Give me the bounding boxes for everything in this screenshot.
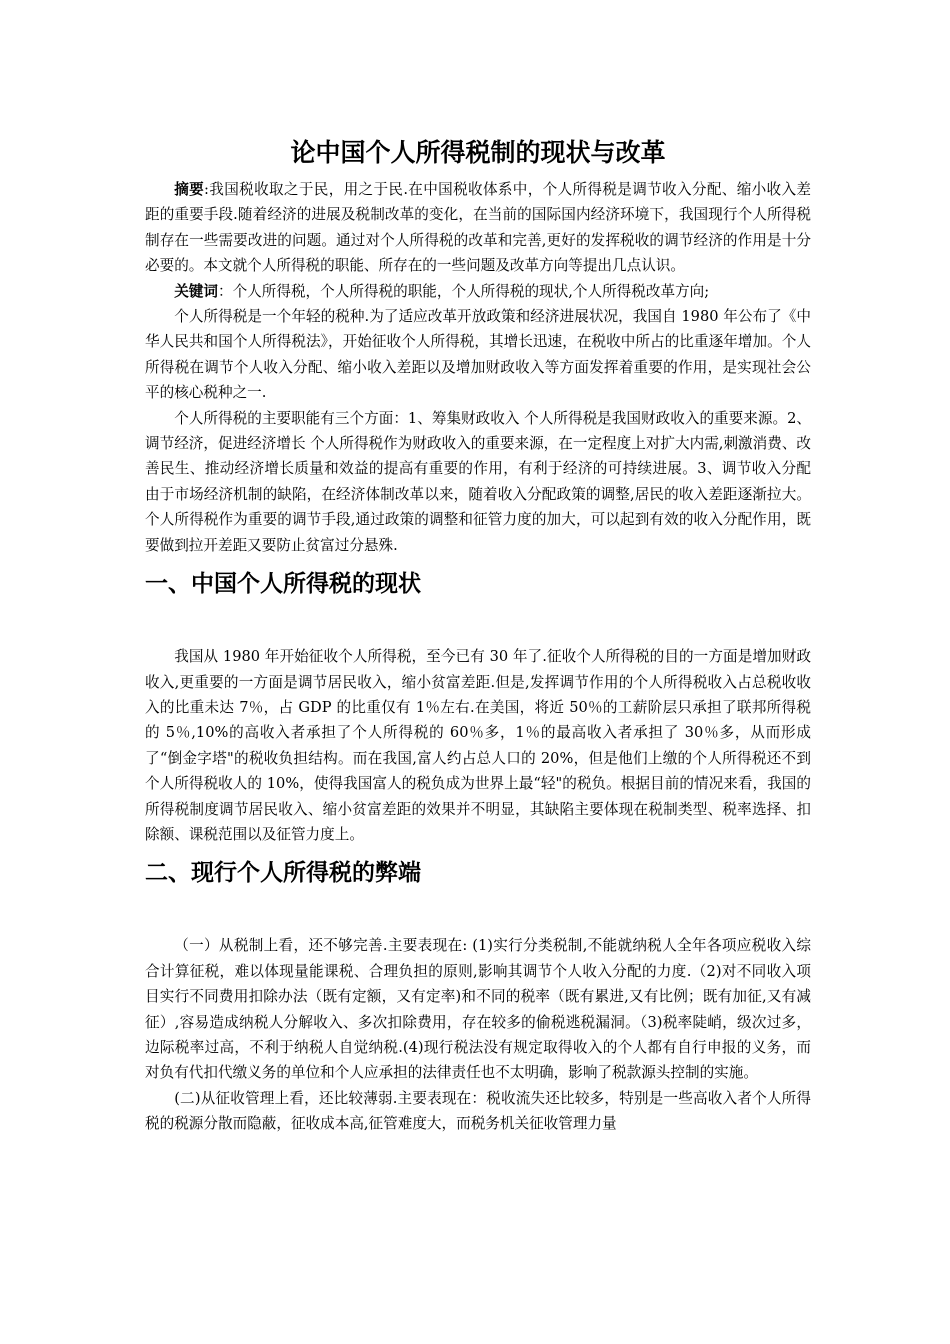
document-title: 论中国个人所得税制的现状与改革 (290, 138, 666, 167)
section-1-paragraph-1: 我国从 1980 年开始征收个人所得税，至今已有 30 年了.征收个人所得税的目的一方面是增加财政收入,更重要的一方面是调节居民收入，缩小贫富差距.但是,发挥调节作用的个人所得税收入占总税收收入的比重未达 7％，占 GDP 的比重仅有 1％左右.在美国，将近 50％的工薪阶层只承担了联邦所得税的 5％,10%的高收入者承担了个人所得税的 60％多，1％的最高收入者承担了 30％多，从而形成了“倒金字塔"的税收负担结构。而在我国,富人约占总人口的 20%，但是他们上缴的个人所得税还不到个人所得税收人的 10%，使得我国富人的税负成为世界上最“轻"的税负。根据目前的情况来看，我国的所得税制度调节居民收入、缩小贫富差距的效果并不明显，其缺陷主要体现在税制类型、税率选择、扣除额、课税范围以及征管力度上。 (145, 648, 811, 843)
abstract-paragraph (145, 177, 811, 279)
intro-paragraph-1: 个人所得税是一个年轻的税种.为了适应改革开放政策和经济进展状况，我国自 1980 年公布了《中华人民共和国个人所得税法》，开始征收个人所得税，其增长迅速，在税收中所占的比重逐年增加。个人所得税在调节个人收入分配、缩小收入差距以及增加财政收入等方面发挥着重要的作用，是实现社会公平的核心税种之一. (145, 308, 811, 402)
keywords-paragraph (145, 279, 811, 304)
document-body (145, 133, 811, 1137)
section-1-heading: 一、中国个人所得税的现状 (145, 571, 421, 598)
section-2-paragraph-2: (二)从征收管理上看，还比较薄弱.主要表现在：税收流失还比较多，特别是一些高收入者个人所得税的税源分散而隐蔽，征收成本高,征管难度大，而税务机关征收管理力量 (145, 1089, 811, 1133)
section-2-paragraph-1: （一）从税制上看，还不够完善.主要表现在: (1)实行分类税制,不能就纳税人全年各项应税收入综合计算征税，难以体现量能课税、合理负担的原则,影响其调节个人收入分配的力度.（2)对不同收入项目实行不同费用扣除办法（既有定额，又有定率)和不同的税率（既有累进,又有比例；既有加征,又有减征）,容易造成纳税人分解收入、多次扣除费用，存在较多的偷税逃税漏洞。（3)税率陡峭，级次过多，边际税率过高，不利于纳税人自觉纳税.(4)现行税法没有规定取得收入的个人都有自行申报的义务，而对负有代扣代缴义务的单位和个人应承担的法律责任也不太明确，影响了税款源头控制的实施。 (145, 937, 811, 1082)
keywords-text: ：个人所得税，个人所得税的职能，个人所得税的现状,个人所得税改革方向; (217, 282, 710, 300)
section-2-spacer (145, 893, 811, 933)
section-1-spacer (145, 604, 811, 644)
keywords-label: 关键词 (174, 282, 218, 300)
intro-paragraph-2: 个人所得税的主要职能有三个方面：1、筹集财政收入 个人所得税是我国财政收入的重要来源。2、调节经济，促进经济增长 个人所得税作为财政收入的重要来源，在一定程度上对扩大内需,刺激消费、改善民生、推动经济增长质量和效益的提高有重要的作用，有利于经济的可持续进展。3、调节收入分配 由于市场经济机制的缺陷，在经济体制改革以来，随着收入分配政策的调整,居民的收入差距逐渐拉大。个人所得税作为重要的调节手段,通过政策的调整和征管力度的加大，可以起到有效的收入分配作用，既要做到拉开差距又要防止贫富过分悬殊. (145, 409, 812, 554)
abstract-label: 摘要 (174, 181, 205, 198)
section-2-heading: 二、现行个人所得税的弊端 (145, 860, 421, 887)
abstract-text: :我国税收取之于民，用之于民.在中国税收体系中，个人所得税是调节收入分配、缩小收入差距的重要手段.随着经济的进展及税制改革的变化，在当前的国际国内经济环境下，我国现行个人所得税制存在一些需要改进的问题。通过对个人所得税的改革和完善,更好的发挥税收的调节经济的作用是十分必要的。本文就个人所得税的职能、所存在的一些问题及改革方向等提出几点认识。 (145, 181, 811, 275)
